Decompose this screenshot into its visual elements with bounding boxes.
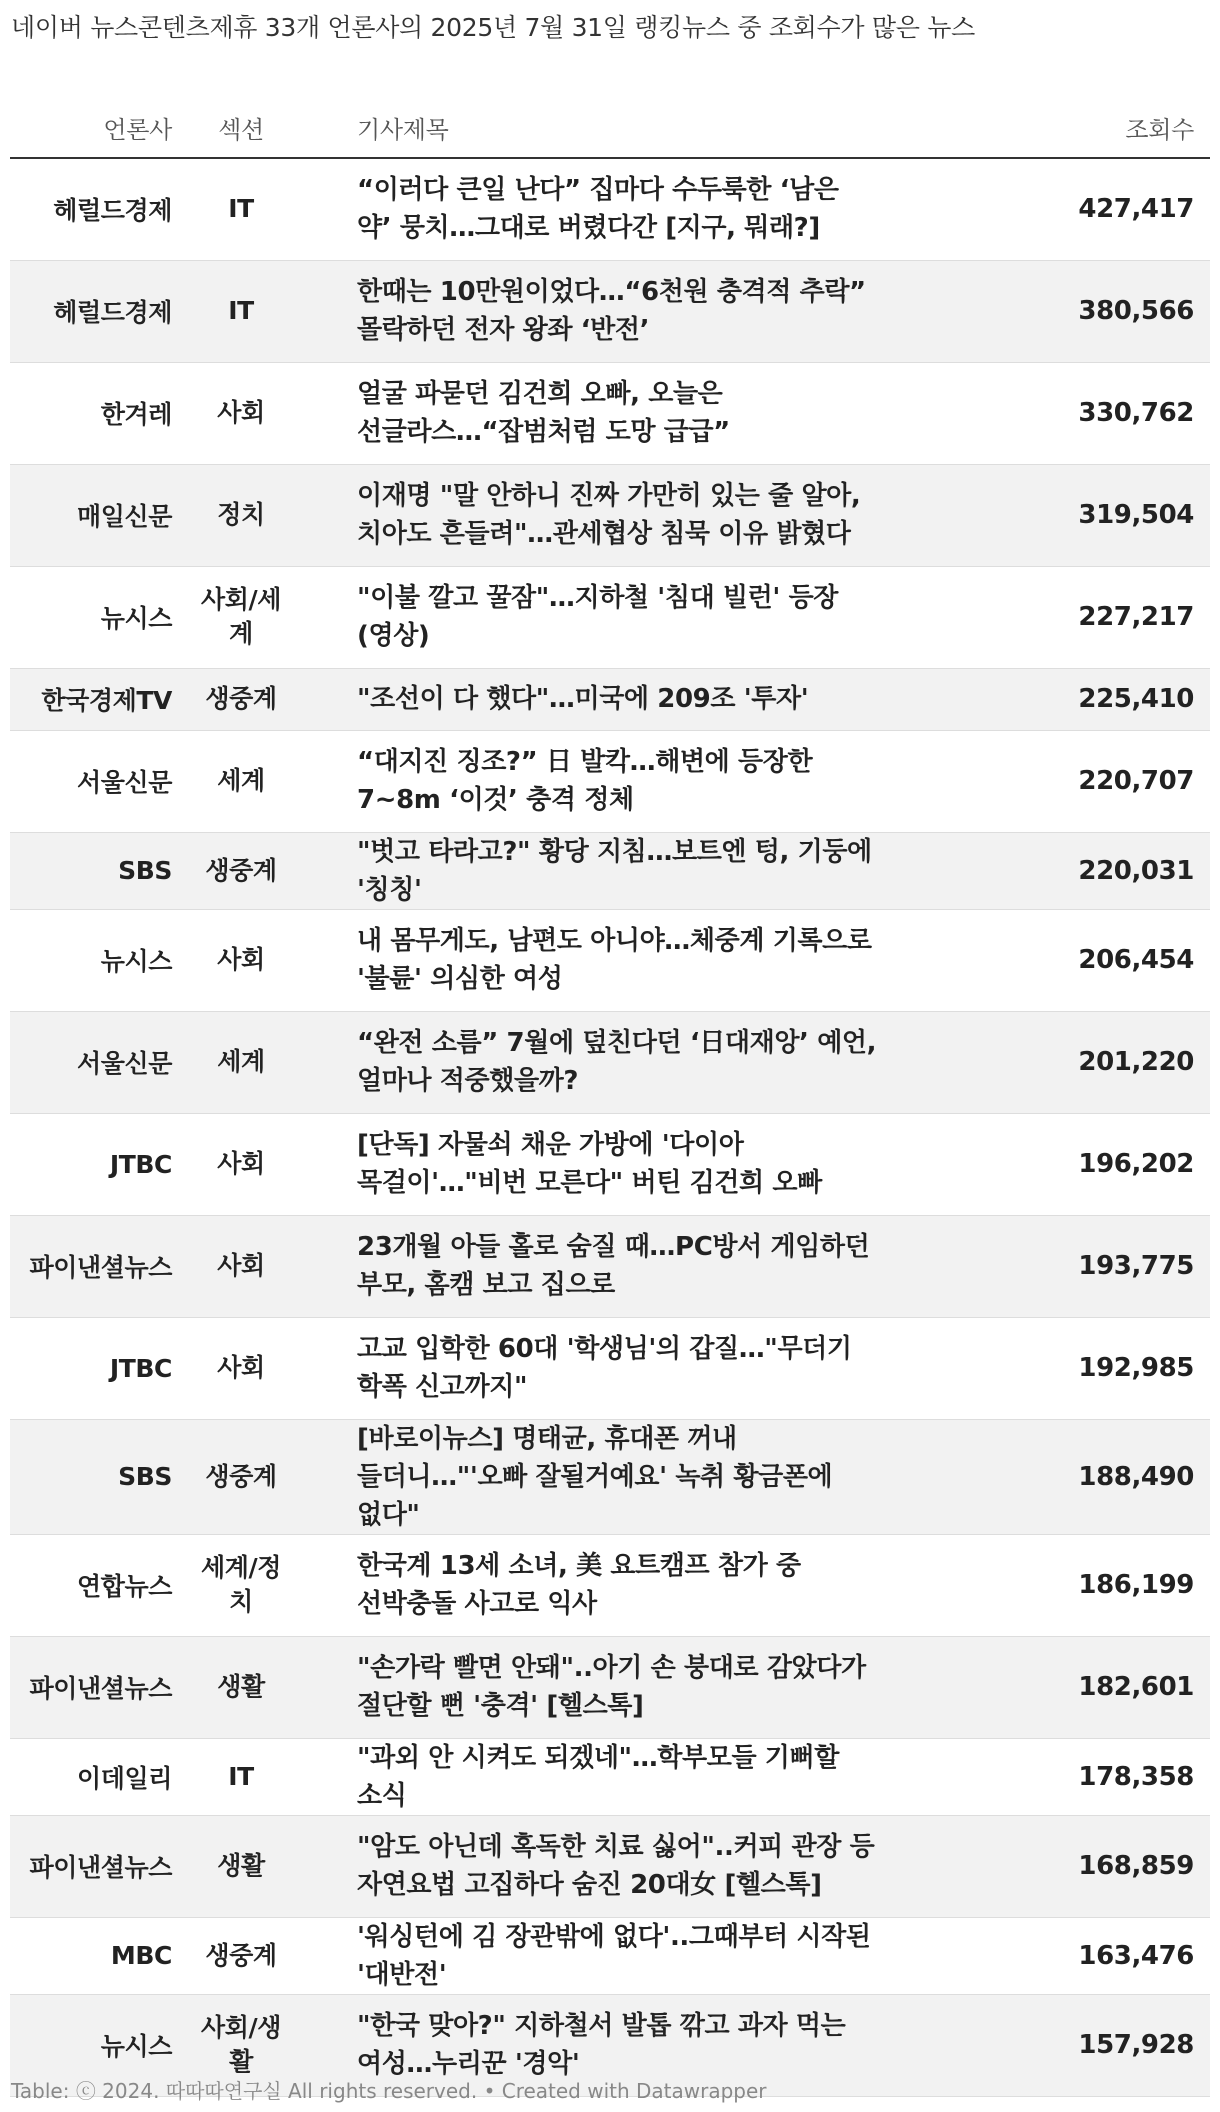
section-label: 사회 bbox=[217, 1251, 265, 1280]
headline-cell: 한때는 10만원이었다…“6천원 충격적 추락” 몰락하던 전자 왕좌 ‘반전’ bbox=[306, 260, 1051, 362]
table-row bbox=[10, 566, 1210, 668]
header-views[interactable]: 조회수 bbox=[1051, 97, 1210, 158]
views-cell: 201,220 bbox=[1051, 1011, 1210, 1113]
headline-cell: "조선이 다 했다"…미국에 209조 '투자' bbox=[306, 668, 1051, 730]
section-cell bbox=[176, 909, 306, 1011]
section-label: IT bbox=[228, 194, 254, 224]
views-cell: 220,031 bbox=[1051, 832, 1210, 909]
table-row bbox=[10, 1317, 1210, 1419]
views-cell: 225,410 bbox=[1051, 668, 1210, 730]
publisher-cell: 뉴시스 bbox=[10, 909, 176, 1011]
publisher-cell: 서울신문 bbox=[10, 1011, 176, 1113]
section-cell bbox=[176, 1636, 306, 1738]
section-cell bbox=[176, 260, 306, 362]
headline-cell: "암도 아닌데 혹독한 치료 싫어"..커피 관장 등 자연요법 고집하다 숨진 20대女 [헬스톡] bbox=[306, 1815, 1051, 1917]
publisher-cell: 한겨레 bbox=[10, 362, 176, 464]
table-row bbox=[10, 1815, 1210, 1917]
table-row bbox=[10, 1917, 1210, 1994]
publisher-cell: 헤럴드경제 bbox=[10, 260, 176, 362]
section-cell bbox=[176, 1317, 306, 1419]
views-cell: 427,417 bbox=[1051, 158, 1210, 260]
headline-cell: “대지진 징조?” 日 발칵…해변에 등장한 7~8m ‘이것’ 충격 정체 bbox=[306, 730, 1051, 832]
views-cell: 188,490 bbox=[1051, 1419, 1210, 1534]
section-cell bbox=[176, 1815, 306, 1917]
views-cell: 206,454 bbox=[1051, 909, 1210, 1011]
views-cell: 319,504 bbox=[1051, 464, 1210, 566]
header-publisher[interactable]: 언론사 bbox=[10, 97, 176, 158]
section-cell bbox=[176, 464, 306, 566]
table-row bbox=[10, 1215, 1210, 1317]
section-label: 세계/정치 bbox=[201, 1553, 281, 1616]
views-cell: 380,566 bbox=[1051, 260, 1210, 362]
views-cell: 192,985 bbox=[1051, 1317, 1210, 1419]
section-label: 사회 bbox=[217, 398, 265, 427]
publisher-cell: 연합뉴스 bbox=[10, 1534, 176, 1636]
header-section[interactable]: 섹션 bbox=[176, 97, 306, 158]
table-row bbox=[10, 668, 1210, 730]
publisher-cell: 파이낸셜뉴스 bbox=[10, 1815, 176, 1917]
table-row bbox=[10, 260, 1210, 362]
views-cell: 196,202 bbox=[1051, 1113, 1210, 1215]
table-row bbox=[10, 362, 1210, 464]
section-label: IT bbox=[228, 1761, 254, 1791]
publisher-cell: JTBC bbox=[10, 1113, 176, 1215]
ranking-news-table bbox=[10, 97, 1210, 2097]
section-cell bbox=[176, 1534, 306, 1636]
views-cell: 182,601 bbox=[1051, 1636, 1210, 1738]
headline-cell: 얼굴 파묻던 김건희 오빠, 오늘은 선글라스…“잡범처럼 도망 급급” bbox=[306, 362, 1051, 464]
headline-cell: "벗고 타라고?" 황당 지침…보트엔 텅, 기둥에 '칭칭' bbox=[306, 832, 1051, 909]
section-cell bbox=[176, 362, 306, 464]
section-label: 생중계 bbox=[205, 1461, 277, 1491]
publisher-cell: 헤럴드경제 bbox=[10, 158, 176, 260]
headline-cell: "이불 깔고 꿀잠"…지하철 '침대 빌런' 등장(영상) bbox=[306, 566, 1051, 668]
headline-cell: “완전 소름” 7월에 덮친다던 ‘日대재앙’ 예언, 얼마나 적중했을까? bbox=[306, 1011, 1051, 1113]
table-header bbox=[10, 97, 1210, 158]
headline-cell: '워싱턴에 김 장관밖에 없다'..그때부터 시작된 '대반전' bbox=[306, 1917, 1051, 1994]
headline-cell: "한국 맞아?" 지하철서 발톱 깎고 과자 먹는 여성…누리꾼 '경악' bbox=[306, 1994, 1051, 2096]
section-label: 생활 bbox=[217, 1672, 265, 1701]
section-label: IT bbox=[228, 296, 254, 325]
views-cell: 168,859 bbox=[1051, 1815, 1210, 1917]
publisher-cell: 서울신문 bbox=[10, 730, 176, 832]
publisher-cell: 파이낸셜뉴스 bbox=[10, 1636, 176, 1738]
views-cell: 186,199 bbox=[1051, 1534, 1210, 1636]
publisher-cell: 파이낸셜뉴스 bbox=[10, 1215, 176, 1317]
section-cell bbox=[176, 158, 306, 260]
headline-cell: 23개월 아들 홀로 숨질 때…PC방서 게임하던 부모, 홈캠 보고 집으로 bbox=[306, 1215, 1051, 1317]
table-row bbox=[10, 1011, 1210, 1113]
section-label: 생활 bbox=[217, 1851, 265, 1880]
table-row bbox=[10, 1636, 1210, 1738]
section-label: 세계 bbox=[217, 1047, 265, 1076]
views-cell: 330,762 bbox=[1051, 362, 1210, 464]
section-cell bbox=[176, 832, 306, 909]
headline-cell: 이재명 "말 안하니 진짜 가만히 있는 줄 알아, 치아도 흔들려"…관세협상 침묵 이유 밝혔다 bbox=[306, 464, 1051, 566]
section-cell bbox=[176, 1419, 306, 1534]
headline-cell: [바로이뉴스] 명태균, 휴대폰 꺼내 들더니…"'오빠 잘될거예요' 녹취 황금폰에 없다" bbox=[306, 1419, 1051, 1534]
publisher-cell: 뉴시스 bbox=[10, 1994, 176, 2096]
section-label: 사회/생활 bbox=[201, 2013, 281, 2076]
headline-cell: “이러다 큰일 난다” 집마다 수두룩한 ‘남은 약’ 뭉치…그대로 버렸다간 [지구, 뭐래?] bbox=[306, 158, 1051, 260]
publisher-cell: 매일신문 bbox=[10, 464, 176, 566]
headline-cell: "손가락 빨면 안돼"..아기 손 붕대로 감았다가 절단할 뻔 '충격' [헬스톡] bbox=[306, 1636, 1051, 1738]
views-cell: 163,476 bbox=[1051, 1917, 1210, 1994]
headline-cell: 한국계 13세 소녀, 美 요트캠프 참가 중 선박충돌 사고로 익사 bbox=[306, 1534, 1051, 1636]
views-cell: 193,775 bbox=[1051, 1215, 1210, 1317]
section-cell bbox=[176, 1113, 306, 1215]
section-cell bbox=[176, 1738, 306, 1815]
section-label: 사회 bbox=[217, 945, 265, 974]
table-row bbox=[10, 464, 1210, 566]
publisher-cell: SBS bbox=[10, 1419, 176, 1534]
table-row bbox=[10, 1419, 1210, 1534]
section-cell bbox=[176, 1917, 306, 1994]
section-label: 생중계 bbox=[205, 684, 277, 713]
section-label: 정치 bbox=[217, 500, 265, 529]
table-body bbox=[10, 158, 1210, 2096]
publisher-cell: 한국경제TV bbox=[10, 668, 176, 730]
section-label: 사회 bbox=[217, 1353, 265, 1382]
table-row bbox=[10, 832, 1210, 909]
views-cell: 220,707 bbox=[1051, 730, 1210, 832]
table-row bbox=[10, 158, 1210, 260]
table-row bbox=[10, 730, 1210, 832]
views-cell: 227,217 bbox=[1051, 566, 1210, 668]
table-row bbox=[10, 909, 1210, 1011]
headline-cell: 고교 입학한 60대 '학생님'의 갑질…"무더기 학폭 신고까지" bbox=[306, 1317, 1051, 1419]
section-cell bbox=[176, 566, 306, 668]
table-row bbox=[10, 1113, 1210, 1215]
section-cell bbox=[176, 730, 306, 832]
publisher-cell: SBS bbox=[10, 832, 176, 909]
table-row bbox=[10, 1534, 1210, 1636]
footer-credit: Table: ⓒ 2024. 따따따연구실 All rights reserved. • Created with Datawrapper bbox=[11, 2079, 767, 2103]
section-label: 생중계 bbox=[205, 855, 277, 885]
publisher-cell: MBC bbox=[10, 1917, 176, 1994]
headline-cell: 내 몸무게도, 남편도 아니야…체중계 기록으로 '불륜' 의심한 여성 bbox=[306, 909, 1051, 1011]
publisher-cell: JTBC bbox=[10, 1317, 176, 1419]
header-headline[interactable]: 기사제목 bbox=[306, 97, 1051, 158]
section-label: 생중계 bbox=[205, 1940, 277, 1970]
table-row bbox=[10, 1738, 1210, 1815]
publisher-cell: 이데일리 bbox=[10, 1738, 176, 1815]
headline-cell: [단독] 자물쇠 채운 가방에 '다이아 목걸이'…"비번 모른다" 버틴 김건희 오빠 bbox=[306, 1113, 1051, 1215]
header-row bbox=[10, 97, 1210, 158]
section-cell bbox=[176, 668, 306, 730]
views-cell: 178,358 bbox=[1051, 1738, 1210, 1815]
views-cell: 157,928 bbox=[1051, 1994, 1210, 2096]
headline-cell: "과외 안 시켜도 되겠네"…학부모들 기뻐할 소식 bbox=[306, 1738, 1051, 1815]
section-label: 사회 bbox=[217, 1149, 265, 1178]
section-cell bbox=[176, 1011, 306, 1113]
section-label: 사회/세계 bbox=[201, 585, 281, 648]
section-cell bbox=[176, 1215, 306, 1317]
section-label: 세계 bbox=[217, 766, 265, 795]
table-title: 네이버 뉴스콘텐츠제휴 33개 언론사의 2025년 7월 31일 랭킹뉴스 중 조회수가 많은 뉴스 bbox=[11, 13, 975, 42]
publisher-cell: 뉴시스 bbox=[10, 566, 176, 668]
